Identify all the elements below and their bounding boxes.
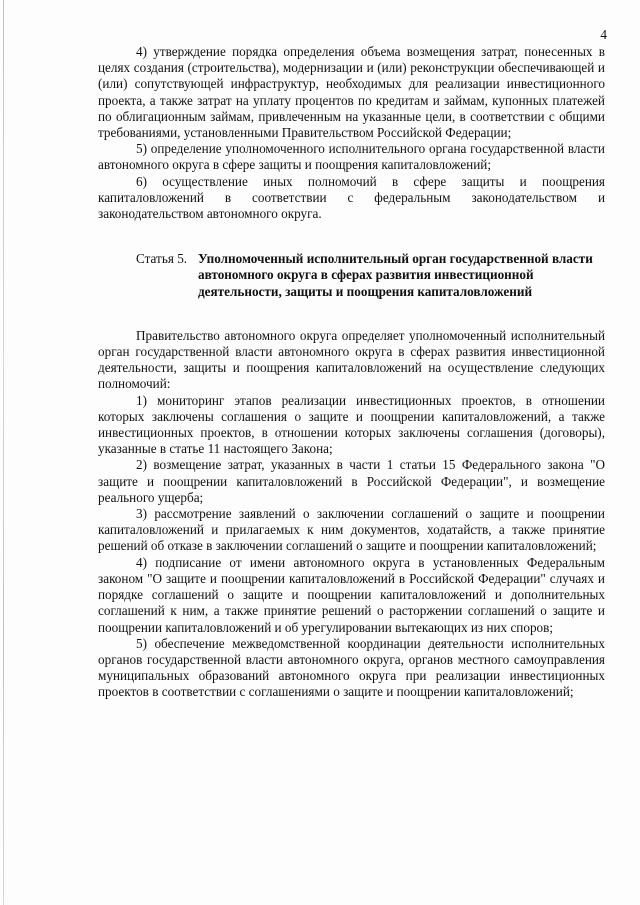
article-number: Статья 5. — [136, 251, 188, 267]
power-item-1: 1) мониторинг этапов реализации инвестиционных проектов, в отношении которых заключены соглашения о защите и поощрении капиталовложений, а также инвестиционных проектов, в отношении которых заключены соглашения (договоры), указанные в статье 11 настоящего Закона; — [98, 392, 605, 457]
document-body — [98, 44, 605, 701]
power-item-5: 5) обеспечение межведомственной координации деятельности исполнительных органов государственной власти автономного округа, органов местного самоуправления муниципальных образований автономного округа при реализации инвестиционных проектов в соответствии с соглашениями о защите и поощрении капиталовложений; — [98, 635, 605, 700]
paragraph-item-4: 4) утверждение порядка определения объема возмещения затрат, понесенных в целях создания (строительства), модернизации и (или) реконструкции обеспечивающей и (или) сопутствующей инфраструктур, необходимых для реализации инвестиционного проекта, а также затрат на уплату процентов по кредитам и займам, купонных платежей по облигационным займам, привлеченным на указанные цели, в соответствии с общими требованиями, установленными Правительством Российской Федерации; — [98, 44, 605, 141]
article-title: Уполномоченный исполнительный орган государственной власти автономного округа в сферах развития инвестиционной деятельности, защиты и поощрения капиталовложений — [198, 251, 593, 299]
paragraph-item-5: 5) определение уполномоченного исполнительного органа государственной власти автономного округа в сфере защиты и поощрения капиталовложений; — [98, 141, 605, 173]
paragraph-item-6: 6) осуществление иных полномочий в сфере защиты и поощрения капиталовложений в соответствии с федеральным законодательством и законодательством автономного округа. — [98, 173, 605, 222]
power-item-2: 2) возмещение затрат, указанных в части 1 статьи 15 Федерального закона "О защите и поощрении капиталовложений в Российской Федерации", и возмещение реального ущерба; — [98, 457, 605, 505]
article-heading — [98, 251, 605, 300]
scan-binding-edge — [3, 0, 4, 905]
power-item-3: 3) рассмотрение заявлений о заключении соглашений о защите и поощрении капиталовложений и прилагаемых к ним документов, ходатайств, а также принятие решений об отказе в заключении соглашений о защите и поощрении капиталовложений; — [98, 506, 605, 554]
page-number: 4 — [600, 27, 607, 42]
article-intro-paragraph: Правительство автономного округа определяет уполномоченный исполнительный орган государственной власти автономного округа в сферах развития инвестиционной деятельности, защиты и поощрения капиталовложений на осуществление следующих полномочий: — [98, 327, 605, 392]
power-item-4: 4) подписание от имени автономного округа в установленных Федеральным законом "О защите и поощрении капиталовложений в Российской Федерации" случаях и порядке соглашений о защите и поощрении капиталовложений и дополнительных соглашений к ним, а также принятие решений о расторжении соглашений о защите и поощрении капиталовложений и об урегулировании вытекающих из них споров; — [98, 554, 605, 635]
